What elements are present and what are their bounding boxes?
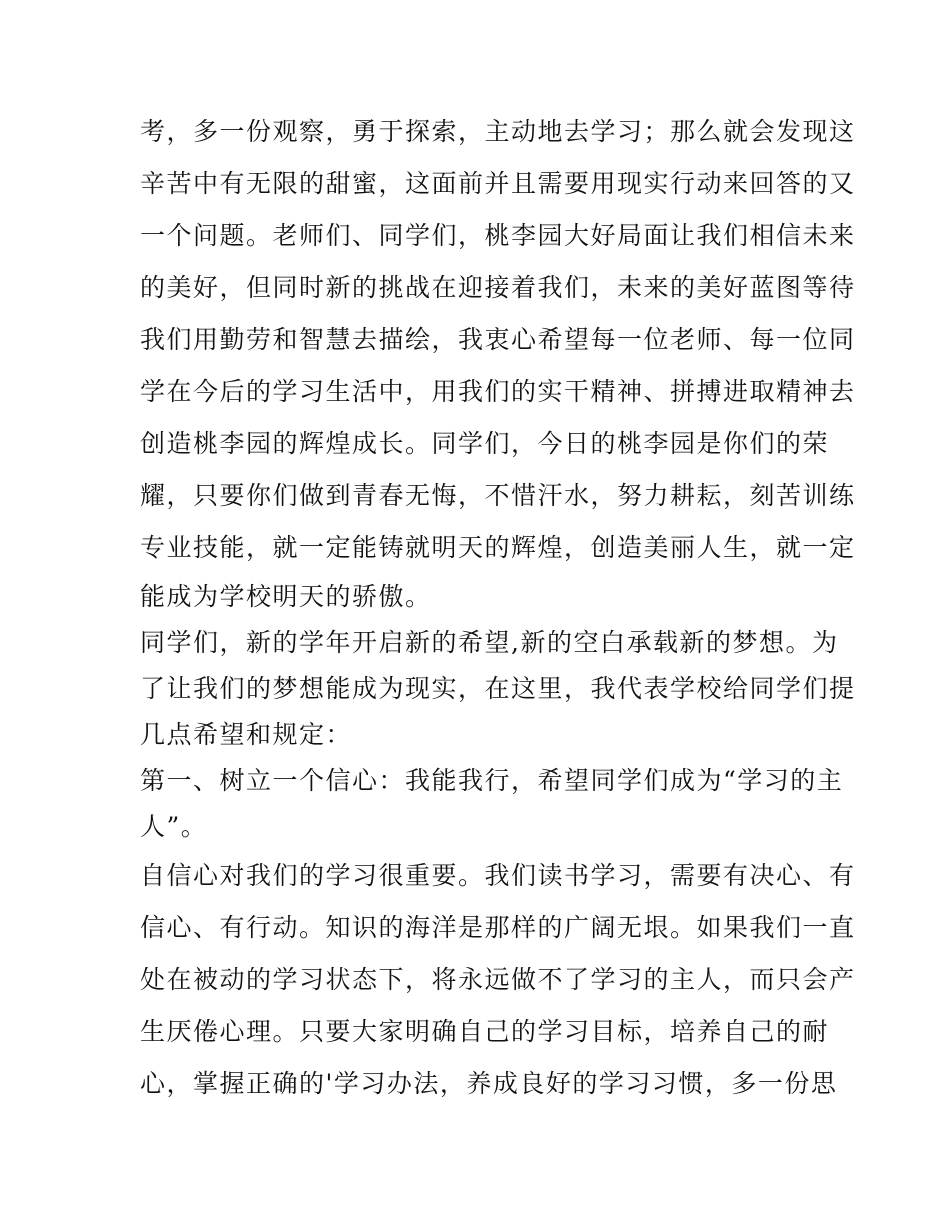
text-line: 能成为学校明天的骄傲。 — [140, 582, 432, 611]
text-line: 自信心对我们的学习很重要。我们读书学习，需要有决心、有 — [140, 861, 856, 890]
text-line: 耀，只要你们做到青春无悔，不惜汗水，努力耕耘，刻苦训练 — [140, 481, 856, 510]
text-line: 同学们，新的学年开启新的希望,新的空白承载新的梦想。为 — [140, 628, 839, 657]
text-line: 辛苦中有无限的甜蜜，这面前并且需要用现实行动来回答的又 — [140, 169, 856, 198]
text-line: 第一、树立一个信心：我能我行，希望同学们成为“学习的主 — [140, 766, 844, 795]
text-line: 处在被动的学习状态下，将永远做不了学习的主人，而只会产 — [140, 965, 856, 994]
text-line: 人”。 — [140, 812, 208, 841]
text-line: 信心、有行动。知识的海洋是那样的广阔无垠。如果我们一直 — [140, 913, 856, 942]
text-line: 了让我们的梦想能成为现实，在这里，我代表学校给同学们提 — [140, 674, 856, 703]
text-line: 生厌倦心理。只要大家明确自己的学习目标，培养自己的耐 — [140, 1017, 830, 1046]
text-line: 几点希望和规定： — [140, 720, 353, 749]
text-line: 创造桃李园的辉煌成长。同学们，今日的桃李园是你们的荣 — [140, 429, 830, 458]
text-line: 考，多一份观察，勇于探索，主动地去学习；那么就会发现这 — [140, 117, 856, 146]
text-line: 学在今后的学习生活中，用我们的实干精神、拼搏进取精神去 — [140, 377, 856, 406]
body-text — [140, 106, 856, 1110]
text-line: 的美好，但同时新的挑战在迎接着我们，未来的美好蓝图等待 — [140, 273, 856, 302]
text-line: 专业技能，就一定能铸就明天的辉煌，创造美丽人生，就一定 — [140, 533, 856, 562]
text-line: 我们用勤劳和智慧去描绘，我衷心希望每一位老师、每一位同 — [140, 325, 856, 354]
text-line: 一个问题。老师们、同学们，桃李园大好局面让我们相信未来 — [140, 221, 856, 250]
text-line: 心，掌握正确的'学习办法，养成良好的学习习惯，多一份思 — [140, 1069, 838, 1098]
